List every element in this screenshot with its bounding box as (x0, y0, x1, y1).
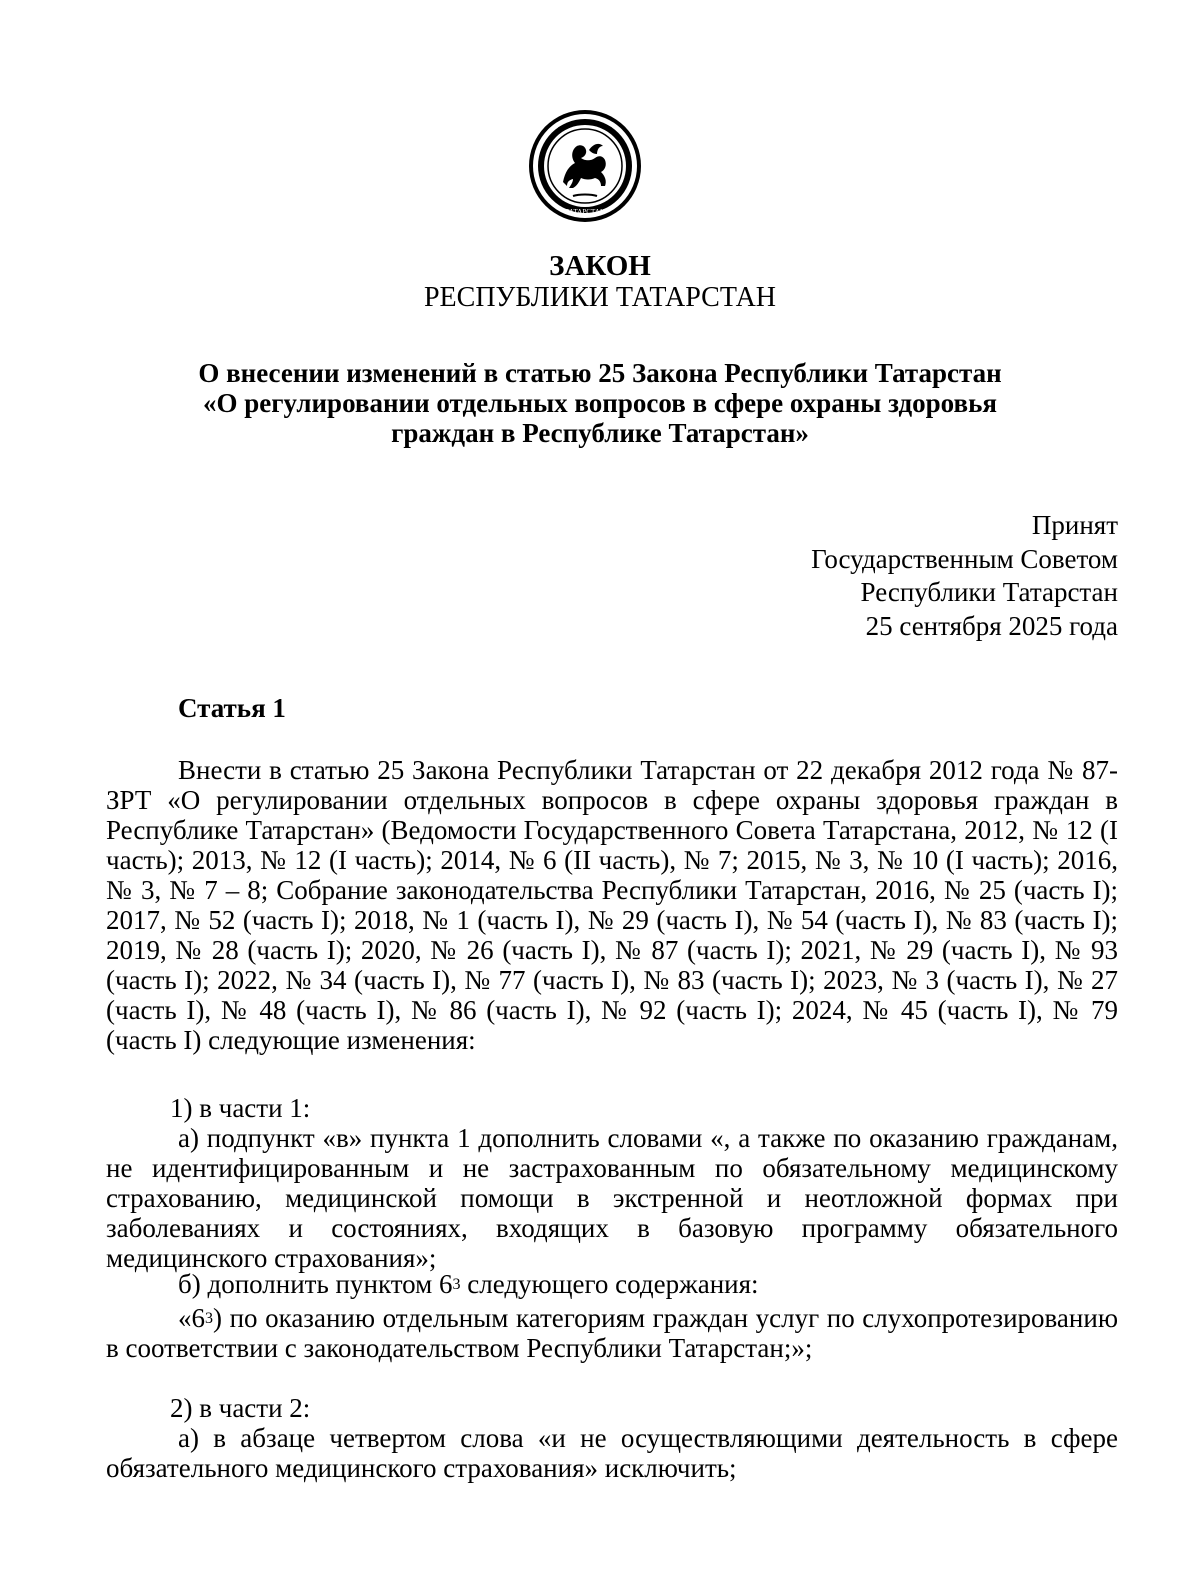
adoption-line: Республики Татарстан (860, 577, 1118, 607)
coat-of-arms-icon (527, 108, 643, 224)
adoption-line: Государственным Советом (811, 543, 1118, 574)
superscript: 3 (452, 1276, 461, 1293)
item-1-b-text: б) дополнить пунктом 6 (178, 1269, 453, 1299)
item-2-a-paragraph: а) в абзаце четвертом слова «и не осуществляющими деятельность в сфере обязательного медицинского страхования» исключить; (106, 1423, 1118, 1483)
adoption-date: 25 сентября 2025 года (865, 610, 1118, 641)
item-1-label: 1) в части 1: (170, 1093, 311, 1123)
subject-line: «О регулировании отдельных вопросов в сфере охраны здоровья (203, 388, 997, 418)
quote-start: «6 (178, 1303, 205, 1333)
subject-line: граждан в Республике Татарстан» (391, 418, 809, 448)
article-intro-paragraph: Внести в статью 25 Закона Республики Татарстан от 22 декабря 2012 года № 87-ЗРТ «О регулировании отдельных вопросов в сфере охраны здоровья граждан в Республике Татарстан» (Ведомости Государственного Совета Татарстана, 2012, № 12 (I часть); 2013, № 12 (I часть); 2014, № 6 (II часть), № 7; 2015, № 3, № 10 (I часть); 2016, № 3, № 7 – 8; Собрание законодательства Республики Татарстан, 2016, № 25 (часть I); 2017, № 52 (часть I); 2018, № 1 (часть I), № 29 (часть I), № 54 (часть I), № 83 (часть I); 2019, № 28 (часть I); 2020, № 26 (часть I), № 87 (часть I); 2021, № 29 (часть I), № 93 (часть I); 2022, № 34 (часть I), № 77 (часть I), № 83 (часть I); 2023, № 3 (часть I), № 27 (часть I), № 48 (часть I), № 86 (часть I), № 92 (часть I); 2024, № 45 (часть I), № 79 (часть I) следующие изменения: (106, 755, 1118, 1055)
document-type: ЗАКОН (549, 250, 651, 282)
issuer: РЕСПУБЛИКИ ТАТАРСТАН (423, 282, 777, 313)
subject-line: О внесении изменений в статью 25 Закона Республики Татарстан (198, 358, 1002, 388)
law-subject (150, 358, 1050, 448)
item-1-b-paragraph (106, 1269, 1118, 1299)
adoption-block (811, 509, 1118, 643)
article-heading: Статья 1 (178, 693, 286, 723)
item-1-b-text-end: следующего содержания: (460, 1269, 759, 1299)
superscript: 3 (205, 1310, 213, 1327)
item-2-label: 2) в части 2: (170, 1393, 311, 1423)
quote-text: ) по оказанию отдельным категориям граждан услуг по слухопротезированию в соответствии с законодательством Республики Татарстан;»; (106, 1303, 1118, 1363)
item-1-b-quote-paragraph (106, 1303, 1118, 1363)
svg-text:ТАТАРСТАН: ТАТАРСТАН (564, 208, 606, 216)
item-1-a-paragraph: а) подпункт «в» пункта 1 дополнить словами «, а также по оказанию гражданам, не идентифицированным и не застрахованным по обязательному медицинскому страхованию, медицинской помощи в экстренной и неотложной формах при заболеваниях и состояниях, входящих в базовую программу обязательного медицинского страхования»; (106, 1123, 1118, 1273)
adoption-line: Принят (1031, 510, 1118, 540)
